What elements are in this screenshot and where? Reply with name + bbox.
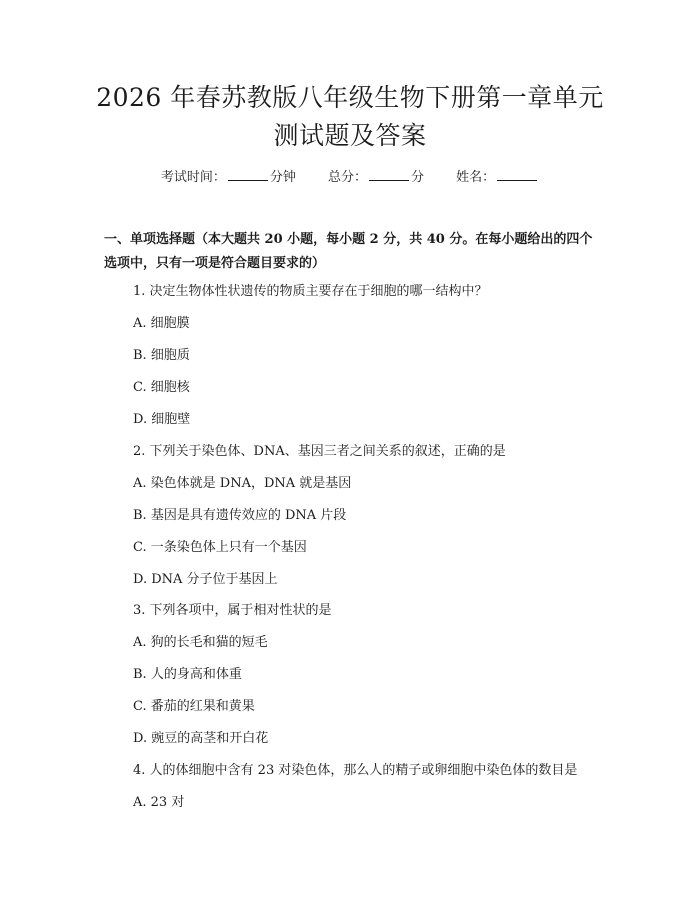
- question-2-text: 2. 下列关于染色体、DNA、基因三者之间关系的叙述，正确的是: [133, 444, 506, 459]
- exam-info-line: [0, 168, 700, 188]
- question-2-option-c: C. 一条染色体上只有一个基因: [133, 540, 307, 555]
- question-4-option-a: A. 23 对: [133, 795, 185, 810]
- question-1-text: 1. 决定生物体性状遗传的物质主要存在于细胞的哪一结构中？: [133, 284, 488, 299]
- section-heading-single-choice: 一、单项选择题（本大题共 20 小题，每小题 2 分，共 40 分。在每小题给出的四个选项中，只有一项是符合题目要求的）: [104, 232, 593, 271]
- question-1-option-c: C. 细胞核: [133, 380, 190, 395]
- document-title-line-1: 2026 年春苏教版八年级生物下册第一章单元: [96, 83, 604, 112]
- question-1-option-d: D. 细胞壁: [133, 412, 191, 427]
- total-score-field: [328, 170, 424, 185]
- student-name-label: 姓名：: [456, 170, 496, 185]
- total-score-unit: 分: [411, 170, 425, 185]
- question-4-text: 4. 人的体细胞中含有 23 对染色体，那么人的精子或卵细胞中染色体的数目是: [133, 763, 578, 778]
- exam-time-unit: 分钟: [269, 170, 296, 185]
- student-name-field: [456, 170, 539, 185]
- question-1-option-b: B. 细胞质: [133, 348, 190, 363]
- question-2-option-d: D. DNA 分子位于基因上: [133, 572, 278, 587]
- question-3-option-d: D. 豌豆的高茎和开白花: [133, 731, 269, 746]
- exam-time-field: [161, 170, 296, 185]
- question-2-option-a: A. 染色体就是 DNA，DNA 就是基因: [133, 476, 352, 491]
- total-score-label: 总分：: [327, 170, 367, 185]
- question-3-option-b: B. 人的身高和体重: [133, 667, 242, 682]
- question-3-option-a: A. 狗的长毛和猫的短毛: [133, 635, 268, 650]
- question-3-text: 3. 下列各项中，属于相对性状的是: [133, 603, 332, 618]
- question-3-option-c: C. 番茄的红果和黄果: [133, 699, 255, 714]
- exam-time-label: 考试时间：: [160, 170, 226, 185]
- question-2-option-b: B. 基因是具有遗传效应的 DNA 片段: [133, 508, 347, 523]
- total-score-blank: [369, 168, 409, 181]
- document-title-line-2: 测试题及答案: [273, 121, 427, 150]
- question-1-option-a: A. 细胞膜: [133, 316, 190, 331]
- student-name-blank: [497, 168, 537, 181]
- exam-time-blank: [228, 168, 268, 181]
